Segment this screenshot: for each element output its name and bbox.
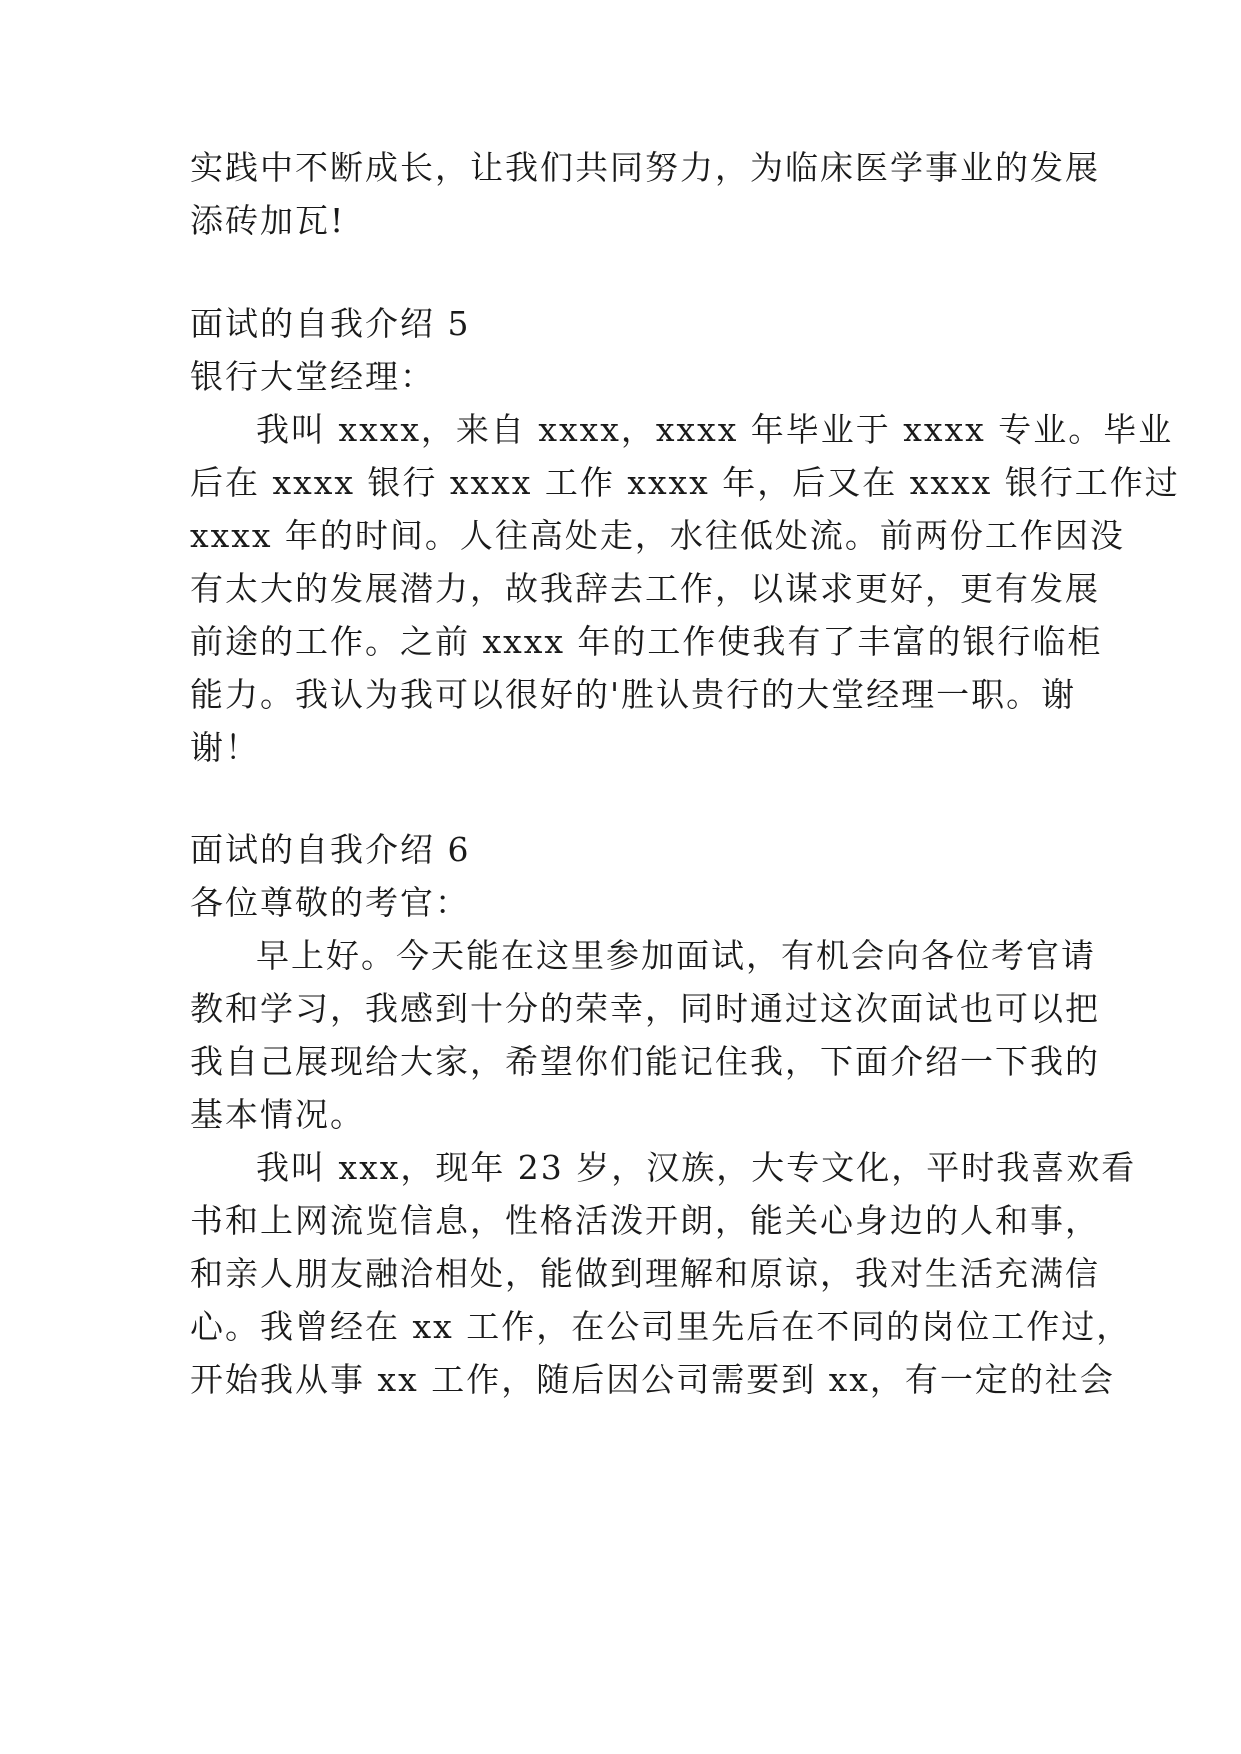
paragraph-line: 早上好。今天能在这里参加面试，有机会向各位考官请 (256, 936, 1096, 975)
paragraph-line: 教和学习，我感到十分的荣幸，同时通过这次面试也可以把 (190, 989, 1100, 1028)
paragraph-line: 谢！ (190, 728, 260, 767)
paragraph-line: xxxx 年的时间。人往高处走，水往低处流。前两份工作因没 (190, 516, 1125, 555)
paragraph-line: 基本情况。 (190, 1095, 365, 1134)
section-title: 面试的自我介绍 5 (190, 304, 471, 343)
section-title: 面试的自我介绍 6 (190, 830, 471, 869)
paragraph-line: 心。我曾经在 xx 工作，在公司里先后在不同的岗位工作过， (190, 1307, 1132, 1346)
paragraph-line: 前途的工作。之前 xxxx 年的工作使我有了丰富的银行临柜 (190, 622, 1103, 661)
paragraph-line: 我叫 xxxx，来自 xxxx，xxxx 年毕业于 xxxx 专业。毕业 (256, 410, 1174, 449)
paragraph-line: 我叫 xxx，现年 23 岁，汉族，大专文化，平时我喜欢看 (256, 1148, 1137, 1187)
paragraph-line: 开始我从事 xx 工作，随后因公司需要到 xx，有一定的社会 (190, 1360, 1115, 1399)
paragraph-line: 实践中不断成长，让我们共同努力，为临床医学事业的发展 (190, 148, 1100, 187)
paragraph-line: 添砖加瓦! (190, 201, 346, 240)
salutation: 银行大堂经理： (190, 357, 435, 396)
paragraph-line: 书和上网流览信息，性格活泼开朗，能关心身边的人和事， (190, 1201, 1100, 1240)
paragraph-line: 我自己展现给大家，希望你们能记住我，下面介绍一下我的 (190, 1042, 1100, 1081)
paragraph-line: 和亲人朋友融洽相处，能做到理解和原谅，我对生活充满信 (190, 1254, 1100, 1293)
paragraph-line: 能力。我认为我可以很好的'胜认贵行的大堂经理一职。谢 (190, 675, 1077, 714)
paragraph-line: 后在 xxxx 银行 xxxx 工作 xxxx 年，后又在 xxxx 银行工作过 (190, 463, 1180, 502)
paragraph-line: 有太大的发展潜力，故我辞去工作，以谋求更好，更有发展 (190, 569, 1100, 608)
salutation: 各位尊敬的考官： (190, 883, 470, 922)
